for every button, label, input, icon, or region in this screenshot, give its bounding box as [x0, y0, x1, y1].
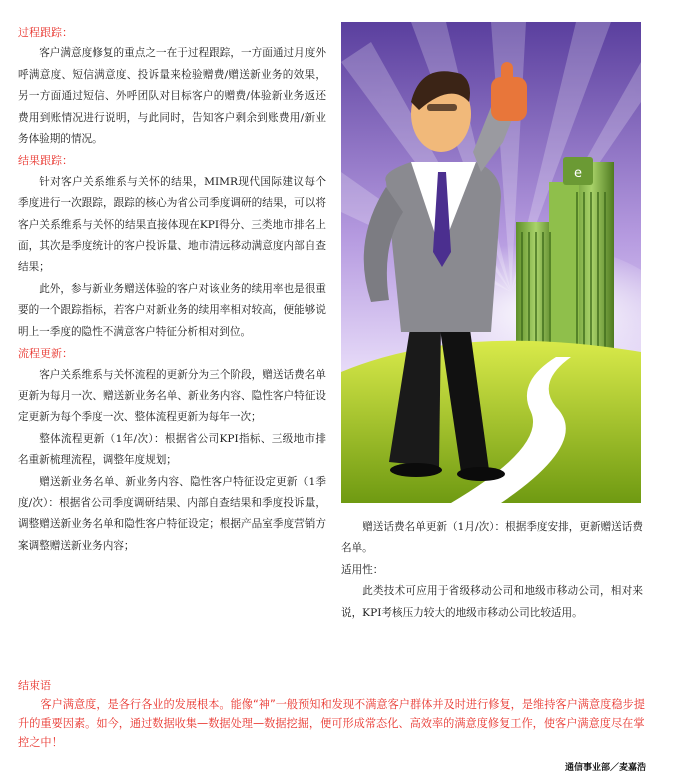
flow-paragraph-3: 赠送新业务名单、新业务内容、隐性客户特征设定更新（1季度/次）：根据省公司季度调研结果、内部自查结果和季度投诉量，调整赠送新业务名单和隐性客户特征设定；根据产品室季度营销方案调整赠送新业务内容； [18, 475, 326, 552]
flow-paragraph-2: 整体流程更新（1年/次）：根据省公司KPI指标、三级地市排名重新梳理流程，调整年度规划； [18, 432, 326, 467]
conclusion-body: 客户满意度，是各行各业的发展根本。能像“神”一般预知和发现不满意客户群体并及时进行修复，是维持客户满意度稳步提升的重要因素。如今，通过数据收集—数据处理—数据挖掘，便可形成常态化、高效率的满意度修复工作，使客户满意度尽在掌控之中！ [18, 698, 645, 749]
section-heading-process: 过程跟踪： [18, 26, 73, 39]
illustration-svg [341, 22, 641, 503]
right-paragraph-1: 赠送话费名单更新（1月/次）：根据季度安排，更新赠送话费名单。 [341, 521, 643, 555]
applicability-label: 适用性： [341, 563, 384, 576]
conclusion-title: 结束语 [18, 679, 51, 692]
left-column [18, 22, 326, 557]
businessman-illustration [341, 22, 641, 503]
process-paragraph: 客户满意度修复的重点之一在于过程跟踪，一方面通过月度外呼满意度、短信满意度、投诉量来检验赠费/赠送新业务的效果，另一方面通过短信、外呼团队对目标客户的赠费/体验新业务返还费用到账情况进行说明，与此同时，告知客户剩余到账费用/新业务体验期的情况。 [18, 47, 326, 146]
flow-paragraph-1: 客户关系维系与关怀流程的更新分为三个阶段，赠送话费名单更新为每月一次、赠送新业务名单、新业务内容、隐性客户特征设定更新为每个季度一次、整体流程更新为每年一次； [18, 368, 326, 424]
section-heading-flow: 流程更新： [18, 347, 73, 361]
section-heading-result: 结果跟踪： [18, 154, 73, 168]
author-credit: 通信事业部／麦嘉浩 [564, 763, 646, 773]
right-paragraph-2: 此类技术可应用于省级移动公司和地级市移动公司，相对来说，KPI考核压力较大的地级市移动公司比较适用。 [341, 585, 643, 619]
conclusion-section [18, 677, 648, 752]
right-column [341, 517, 643, 624]
building-sign: e [574, 166, 582, 181]
result-paragraph-1: 针对客户关系维系与关怀的结果，MIMR现代国际建议每个季度进行一次跟踪，跟踪的核心为省公司季度调研的结果，可以将客户关系维系与关怀的结果直接体现在KPI得分、三类地市排名上面，其次是季度统计的客户投诉量、地市清远移动满意度内部自查结果； [18, 175, 326, 274]
result-paragraph-2: 此外，参与新业务赠送体验的客户对该业务的续用率也是很重要的一个跟踪指标，若客户对新业务的续用率相对较高，便能够说明上一季度的隐性不满意客户特征分析相对到位。 [18, 282, 326, 338]
